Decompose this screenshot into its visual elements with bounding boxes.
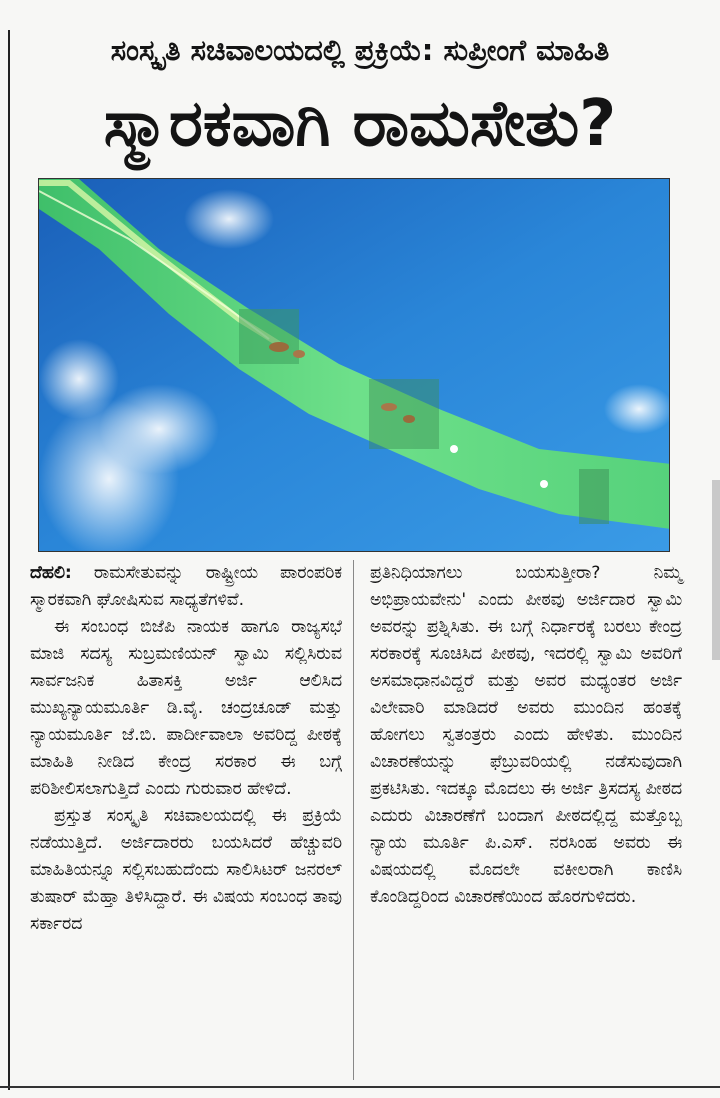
article-headline: ಸ್ಮಾರಕವಾಗಿ ರಾಮಸೇತು? xyxy=(103,87,617,161)
article-paragraph: ಪ್ರತಿನಿಧಿಯಾಗಲು ಬಯಸುತ್ತೀರಾ? ನಿಮ್ಮ ಅಭಿಪ್ರಾಯವೇನು' ಎಂದು ಪೀಠವು ಅರ್ಜಿದಾರ ಸ್ವಾಮಿ ಅವರನ್ನು ಪ್ರಶ್ನಿಸಿತು. ಈ ಬಗ್ಗೆ ನಿರ್ಧಾರಕ್ಕೆ ಬರಲು ಕೇಂದ್ರ ಸರಕಾರಕ್ಕೆ ಸೂಚಿಸಿದ ಪೀಠವು, ಇದರಲ್ಲಿ ಸ್ವಾಮಿ ಅವರಿಗೆ ಅಸಮಾಧಾನವಿದ್ದರೆ ಮತ್ತು ಅವರ ಮಧ್ಯಂತರ ಅರ್ಜಿ ವಿಲೇವಾರಿ ಮಾಡಿದರೆ ಅವರು ಮುಂದಿನ ಹಂತಕ್ಕೆ ಹೋಗಲು ಸ್ವತಂತ್ರರು ಎಂದು ಹೇಳಿತು. ಮುಂದಿನ ವಿಚಾರಣೆಯನ್ನು ಫೆಬ್ರುವರಿಯಲ್ಲಿ ನಡೆಸುವುದಾಗಿ ಪ್ರಕಟಿಸಿತು. ಇದಕ್ಕೂ ಮೊದಲು ಈ ಅರ್ಜಿ ತ್ರಿಸದಸ್ಯ ಪೀಠದ ಎದುರು ವಿಚಾರಣೆಗೆ ಬಂದಾಗ ಪೀಠದಲ್ಲಿದ್ದ ಮತ್ತೊಬ್ಬ ನ್ಯಾಯ ಮೂರ್ತಿ ಪಿ.ಎಸ್. ನರಸಿಂಹ ಅವರು ಈ ವಿಷಯದಲ್ಲಿ ಮೊದಲೇ ವಕೀಲರಾಗಿ ಕಾಣಿಸಿ ಕೊಂಡಿದ್ದರಿಂದ ವಿಚಾರಣೆಯಿಂದ ಹೊರಗುಳಿದರು. xyxy=(370,563,682,907)
page-edge-strip xyxy=(712,480,720,660)
article-paragraph: ಪ್ರಸ್ತುತ ಸಂಸ್ಕೃತಿ ಸಚಿವಾಲಯದಲ್ಲಿ ಈ ಪ್ರಕ್ರಿಯೆ ನಡೆಯುತ್ತಿದೆ. ಅರ್ಜಿದಾರರು ಬಯಸಿದರೆ ಹೆಚ್ಚುವರಿ ಮಾಹಿತಿಯನ್ನೂ ಸಲ್ಲಿಸಬಹುದೆಂದು ಸಾಲಿಸಿಟರ್ ಜನರಲ್ ತುಷಾರ್ ಮೆಹ್ತಾ ತಿಳಿಸಿದ್ದಾರೆ. ಈ ವಿಷಯ ಸಂಬಂಧ ತಾವು ಸರ್ಕಾರದ xyxy=(30,806,342,934)
article-right-column xyxy=(370,560,682,911)
article-dateline: ದೆಹಲಿ: xyxy=(30,563,72,583)
page-frame-left-rule xyxy=(8,30,10,1090)
article-left-column xyxy=(30,560,342,938)
article-paragraph xyxy=(30,560,342,614)
column-divider xyxy=(353,560,354,1080)
article-paragraph: ಈ ಸಂಬಂಧ ಬಿಜೆಪಿ ನಾಯಕ ಹಾಗೂ ರಾಜ್ಯಸಭೆ ಮಾಜಿ ಸದಸ್ಯ ಸುಬ್ರಮಣಿಯನ್ ಸ್ವಾಮಿ ಸಲ್ಲಿಸಿರುವ ಸಾರ್ವಜನಿಕ ಹಿತಾಸಕ್ತಿ ಅರ್ಜಿ ಆಲಿಸಿದ ಮುಖ್ಯನ್ಯಾಯಮೂರ್ತಿ ಡಿ.ವೈ. ಚಂದ್ರಚೂಡ್ ಮತ್ತು ನ್ಯಾಯಮೂರ್ತಿ ಜೆ.ಬಿ. ಪಾರ್ದೀವಾಲಾ ಅವರಿದ್ದ ಪೀಠಕ್ಕೆ ಮಾಹಿತಿ ನೀಡಿದ ಕೇಂದ್ರ ಸರಕಾರ ಈ ಬಗ್ಗೆ ಪರಿಶೀಲಿಸಲಾಗುತ್ತಿದೆ ಎಂದು ಗುರುವಾರ ಹೇಳಿದೆ. xyxy=(30,617,342,799)
satellite-map-graphic xyxy=(39,179,670,552)
satellite-map-image xyxy=(38,178,670,552)
page-frame-bottom-rule xyxy=(0,1086,720,1088)
article-kicker: ಸಂಸ್ಕೃತಿ ಸಚಿವಾಲಯದಲ್ಲಿ ಪ್ರಕ್ರಿಯೆ: ಸುಪ್ರೀಂಗೆ ಮಾಹಿತಿ xyxy=(110,33,610,67)
article-paragraph-text: ರಾಮಸೇತುವನ್ನು ರಾಷ್ಟ್ರೀಯ ಪಾರಂಪರಿಕ ಸ್ಮಾರಕವಾಗಿ ಘೋಷಿಸುವ ಸಾಧ್ಯತೆಗಳಿವೆ. xyxy=(30,563,343,610)
